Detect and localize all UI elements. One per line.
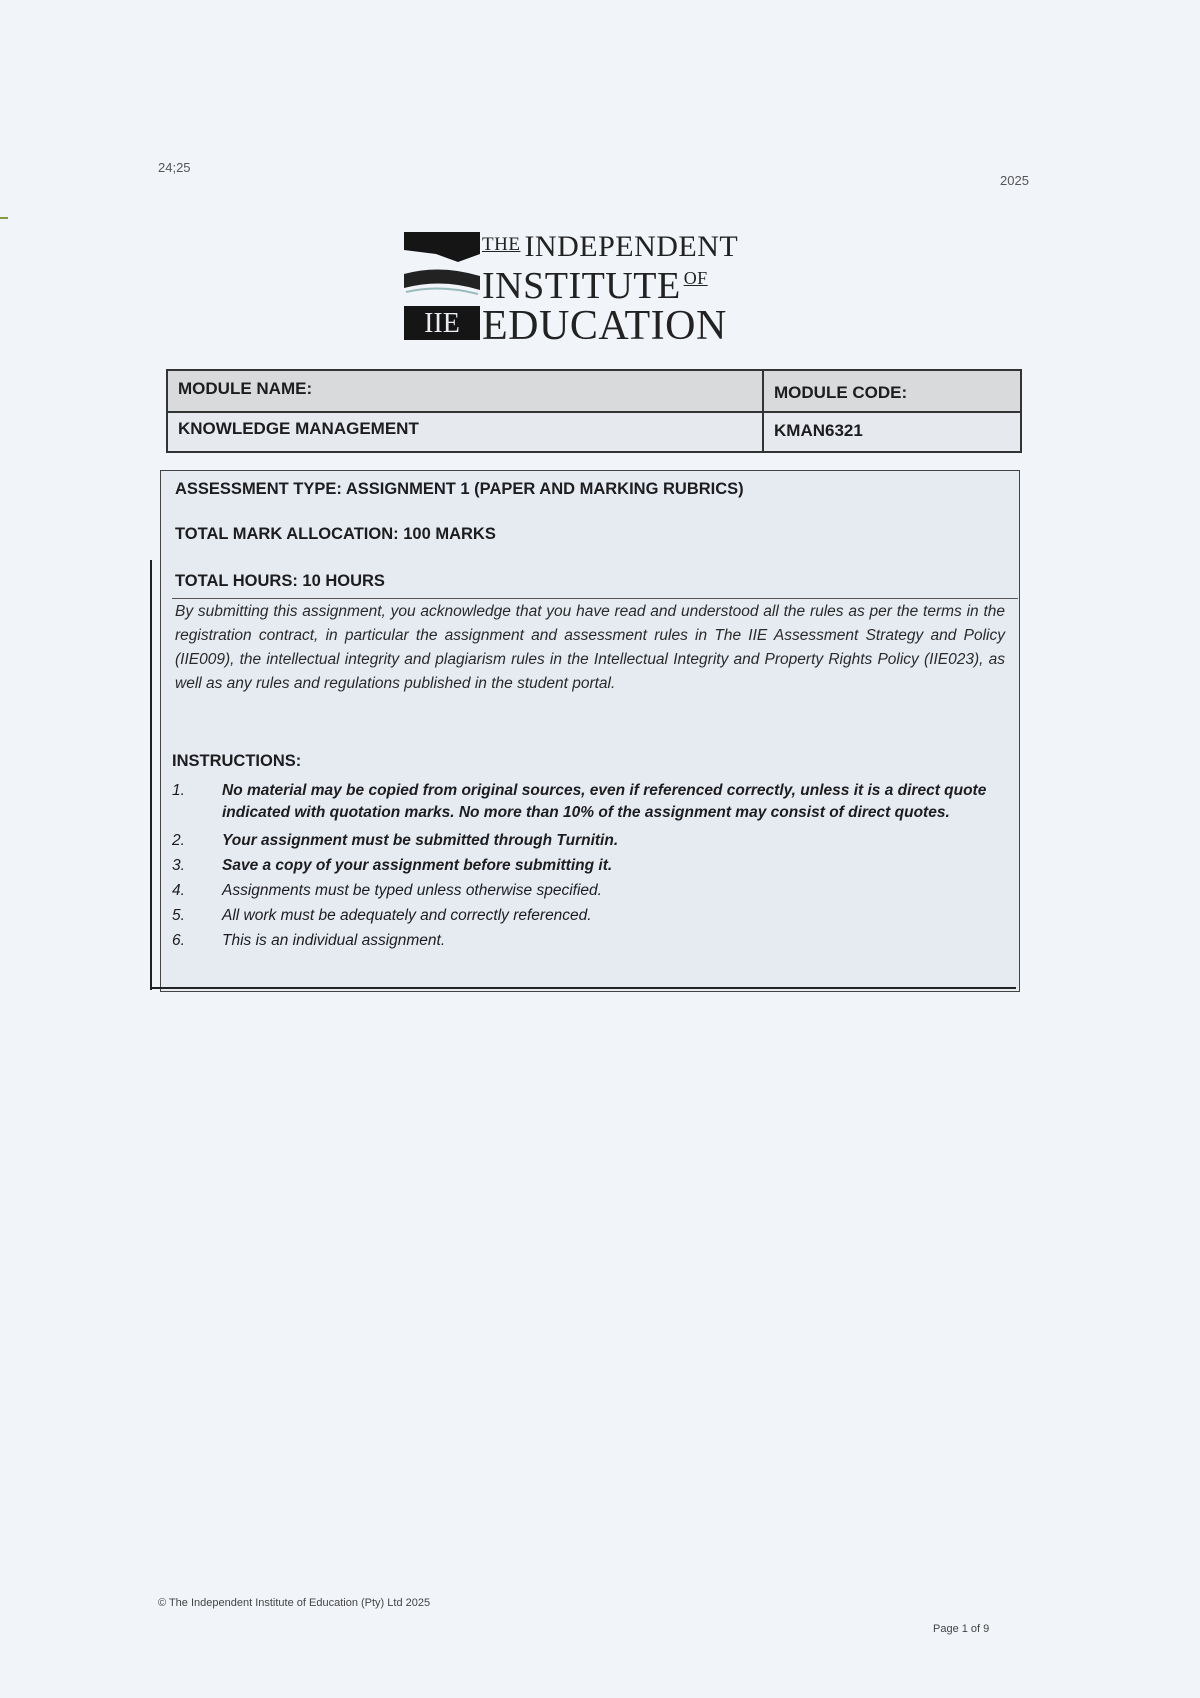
assessment-type: ASSESSMENT TYPE: ASSIGNMENT 1 (PAPER AND MARKING RUBRICS) (175, 480, 744, 498)
logo-of: OF (683, 268, 708, 288)
instruction-item: 1. No material may be copied from original sources, even if referenced correctly, unless it is a direct quote indicated with quotation marks. No more than 10% of the assignment may consist of direct quotes. (172, 782, 987, 821)
iie-logo (402, 230, 802, 349)
scan-mark (0, 217, 8, 219)
instruction-item: 4. Assignments must be typed unless otherwise specified. (172, 882, 602, 899)
page-number: Page 1 of 9 (933, 1623, 990, 1635)
module-name-value: KNOWLEDGE MANAGEMENT (178, 419, 419, 438)
instructions-heading: INSTRUCTIONS: (172, 752, 302, 770)
total-hours: TOTAL HOURS: 10 HOURS (175, 572, 385, 590)
module-code-value: KMAN6321 (774, 421, 863, 440)
total-marks: TOTAL MARK ALLOCATION: 100 MARKS (175, 525, 496, 543)
module-code-label: MODULE CODE: (774, 383, 908, 402)
logo-line3: EDUCATION (482, 303, 727, 349)
instruction-item: 2. Your assignment must be submitted through Turnitin. (172, 832, 619, 849)
instruction-item: 3. Save a copy of your assignment before submitting it. (172, 857, 613, 874)
logo-the: THE (482, 234, 521, 255)
instruction-item: 6. This is an individual assignment. (172, 932, 446, 949)
logo-line1: INDEPENDENT (524, 230, 739, 263)
module-name-label: MODULE NAME: (178, 379, 313, 398)
module-table (166, 369, 1022, 453)
acknowledgement-text: By submitting this assignment, you acknowledge that you have read and understood all the rules as per the terms in the registration contract, in particular the assignment and assessment rules in The IIE Assessment Strategy and Policy (IIE009), the intellectual integrity and plagiarism rules in the Intellectual Integrity and Property Rights Policy (IIE023), as well as any rules and regulations published in the student portal. (175, 603, 1005, 692)
logo-line2: INSTITUTE (482, 265, 681, 307)
footer-copyright: © The Independent Institute of Education (Pty) Ltd 2025 (158, 1597, 431, 1609)
iie-logo-icon (402, 230, 482, 342)
header-left-mark: 24;25 (158, 160, 191, 175)
header-year: 2025 (1000, 173, 1029, 188)
svg-text:IIE: IIE (424, 308, 460, 339)
instructions-list (172, 780, 1002, 952)
instruction-item: 5. All work must be adequately and correctly referenced. (172, 907, 592, 924)
